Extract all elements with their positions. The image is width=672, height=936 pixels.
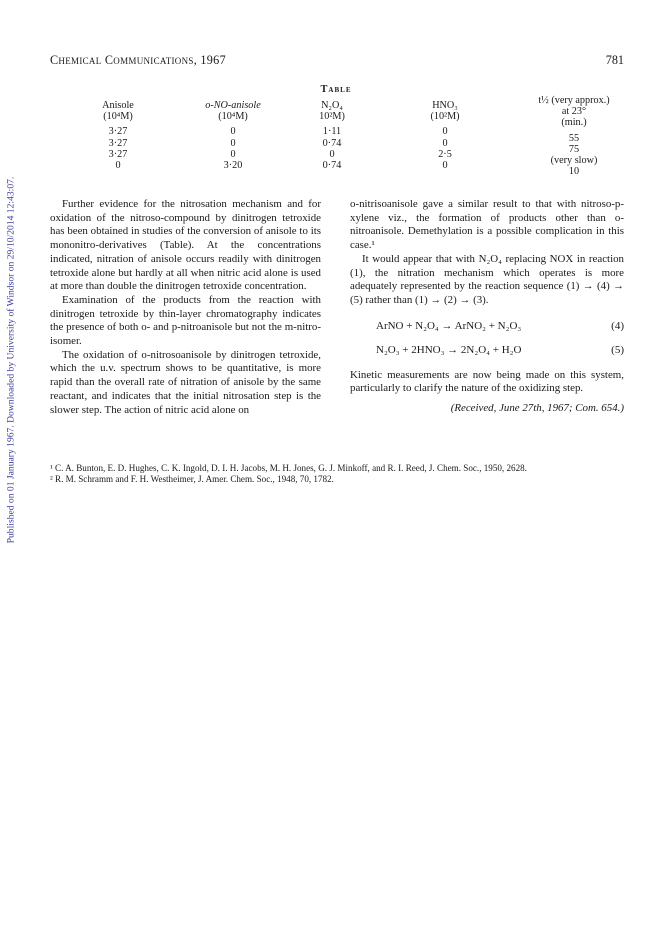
table-column-n2o4 <box>312 100 352 171</box>
column-unit: (10⁴M) <box>218 111 248 123</box>
table-cell: 2·5 <box>438 148 452 160</box>
equation-text: ArNO + N₂O₄ → ArNO₂ + N₂O₃ <box>376 319 522 332</box>
table-cell: 1·11 <box>322 126 342 138</box>
column-header: N₂O₄ <box>321 100 343 111</box>
table-cell: 3·27 <box>108 126 128 138</box>
references <box>50 463 624 485</box>
equation-number: (4) <box>611 319 624 332</box>
download-watermark <box>4 150 18 570</box>
table-cell: 10 <box>568 166 580 178</box>
table-cell: 0 <box>230 137 236 149</box>
page-number: 781 <box>605 53 624 67</box>
table-cell: 3·27 <box>108 148 128 160</box>
journal-title: Chemical Communications, 1967 <box>50 53 226 67</box>
table-cell: 0 <box>442 137 448 149</box>
column-header: Anisole <box>102 100 134 111</box>
table-cell: 0 <box>329 148 335 160</box>
table-cell: 0 <box>230 126 236 138</box>
paragraph: Examination of the products from the reaction with dinitrogen tetroxide by thin-layer chromatography indicates the presence of both o- and p-nitroanisole but not the m-nitro-isomer. <box>50 293 321 348</box>
column-unit: (min.) <box>561 117 587 129</box>
paragraph: Kinetic measurements are now being made on this system, particularly to clarify the nature of the oxidizing step. <box>350 368 624 395</box>
column-header: HNO₃ <box>432 100 458 111</box>
table-cell: 55 <box>568 132 580 144</box>
table-cell: (very slow) <box>550 155 598 167</box>
column-header: o-NO-anisole <box>205 100 261 111</box>
column-unit: 10²M) <box>319 111 345 123</box>
table-column-hno3 <box>420 100 470 171</box>
equation-4 <box>350 319 624 333</box>
table-cell: 3·20 <box>223 160 243 172</box>
reference-1: ¹ C. A. Bunton, E. D. Hughes, C. K. Ingold, D. I. H. Jacobs, M. H. Jones, G. J. Minkoff, and R. I. Reed, J. Chem. Soc., 1950, 2628. <box>50 463 527 473</box>
equation-text: N₂O₃ + 2HNO₃ → 2N₂O₄ + H₂O <box>376 343 522 356</box>
table-column-anisole <box>88 100 148 171</box>
table-title: Table <box>320 84 352 95</box>
paragraph: o-nitrisoanisole gave a similar result to that with nitroso-p-xylene viz., the formation of products other than o-nitroanisole. Demethylation is a possible complication in this case.¹ <box>350 198 624 252</box>
table-cell: 0·74 <box>322 160 342 172</box>
paragraph: The oxidation of o-nitrosoanisole by dinitrogen tetroxide, which the u.v. spectrum shows to be quantitative, is more rapid than the overall rate of nitration of anisole by the same reactant, and indicates that the initial nitrosation step is the slower step. The action of nitric acid alone on <box>50 348 321 416</box>
table-column-o-no-anisole <box>188 100 278 171</box>
column-header-top: t½ (very approx.) <box>538 95 610 106</box>
table-cell: 0·74 <box>322 137 342 149</box>
received-line: (Received, June 27th, 1967; Com. 654.) <box>450 402 624 415</box>
equations <box>350 319 624 357</box>
paragraph: It would appear that with N₂O₄ replacing NOX in reaction (1), the nitration mechanism which operates is more adequately represented by the reaction sequence (1) → (4) → (5) rather than (1) → (2) → (3). <box>350 252 624 306</box>
column-unit: (10⁴M) <box>103 111 133 123</box>
table-cell: 0 <box>115 160 121 172</box>
equation-number: (5) <box>611 343 624 356</box>
table-cell: 3·27 <box>108 137 128 149</box>
table-cell: 75 <box>568 143 580 155</box>
column-unit: (10²M) <box>430 111 460 123</box>
paragraph: Further evidence for the nitrosation mechanism and for oxidation of the nitroso-compound by dinitrogen tetroxide has been obtained in studies of the conversion of anisole to its mononitro-derivatives (Table). At the concentrations indicated, nitration of anisole occurs readily with dinitrogen tetroxide alone but hardly at all when nitric acid alone is used at more than double the dinitrogen tetroxide concentration. <box>50 198 321 293</box>
table-cell: 0 <box>442 126 448 138</box>
column-header: at 23° <box>561 106 587 118</box>
table-cell: 0 <box>442 160 448 172</box>
left-text-column <box>50 198 321 417</box>
equation-5 <box>350 343 624 357</box>
table-cell: 0 <box>230 148 236 160</box>
watermark-text[interactable]: Published on 01 January 1967. Downloaded by University of Windsor on 29/10/2014 12:43:07. <box>5 176 17 544</box>
page-header <box>50 53 624 69</box>
right-text-column <box>350 198 624 416</box>
reference-2: ² R. M. Schramm and F. H. Westheimer, J. Amer. Chem. Soc., 1948, 70, 1782. <box>50 473 334 484</box>
table-column-half-life <box>526 95 622 177</box>
